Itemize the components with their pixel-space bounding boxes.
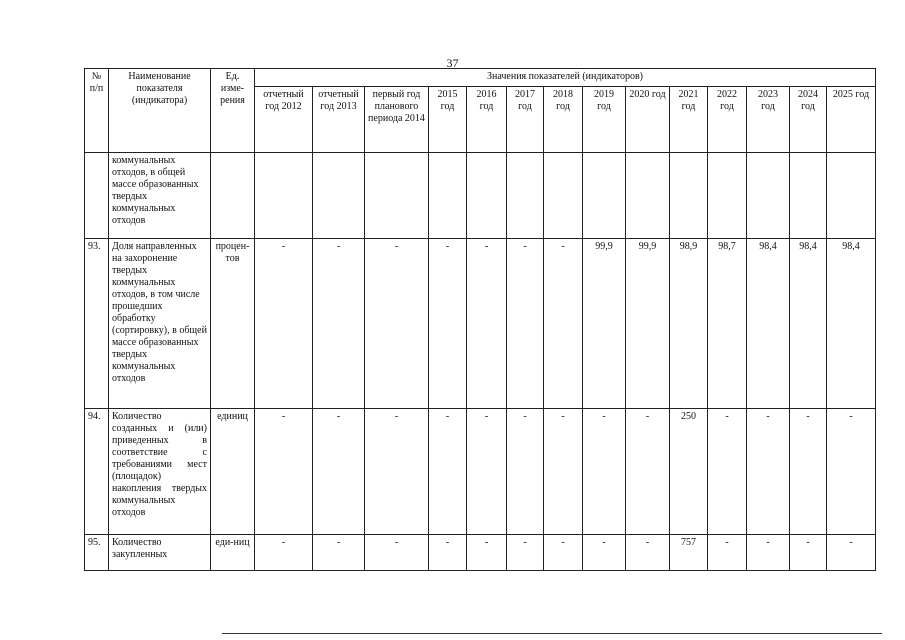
cell-value: 98,9 [670,239,708,409]
header-year: 2020 год [626,87,670,153]
cell-value: - [583,535,626,571]
header-values-title: Значения показателей (индикаторов) [255,69,876,87]
cell-value: - [255,535,313,571]
header-year: 2017 год [507,87,544,153]
cell-value [583,153,626,239]
cell-value: - [255,409,313,535]
header-year: первый год планового периода 2014 [365,87,429,153]
cell-value: - [255,239,313,409]
row-num: 95. [85,535,109,571]
cell-value: 99,9 [626,239,670,409]
cell-value: 757 [670,535,708,571]
cell-value: - [365,409,429,535]
cell-value: - [626,535,670,571]
cell-value: - [544,409,583,535]
header-year: 2023 год [747,87,790,153]
row-unit: единиц [211,409,255,535]
table-row [85,535,876,571]
page-number: 37 [446,56,459,70]
cell-value: - [467,535,507,571]
row-name: коммунальных отходов, в общей массе образованных твердых коммунальных отходов [109,153,211,239]
header-year: 2021 год [670,87,708,153]
cell-value [827,153,876,239]
cell-value: 98,4 [747,239,790,409]
indicators-table [84,68,876,571]
cell-value: - [467,409,507,535]
row-num [85,153,109,239]
header-name: Наименование показателя (индикатора) [109,69,211,153]
row-unit: процен-тов [211,239,255,409]
row-unit [211,153,255,239]
cell-value: 98,4 [790,239,827,409]
cell-value [544,153,583,239]
cell-value: - [429,535,467,571]
cell-value [313,153,365,239]
cell-value: - [313,239,365,409]
cell-value [429,153,467,239]
cell-value [467,153,507,239]
cell-value: - [313,409,365,535]
header-year: 2015 год [429,87,467,153]
cell-value: - [626,409,670,535]
row-num: 94. [85,409,109,535]
cell-value: - [544,239,583,409]
table-row [85,239,876,409]
cell-value: - [429,239,467,409]
header-year: 2018 год [544,87,583,153]
row-unit: еди-ниц [211,535,255,571]
cell-value: - [313,535,365,571]
cell-value [747,153,790,239]
row-num: 93. [85,239,109,409]
header-year: отчетный год 2012 [255,87,313,153]
cell-value [790,153,827,239]
header-num: № п/п [85,69,109,153]
header-year: 2024 год [790,87,827,153]
cell-value: - [747,409,790,535]
cell-value: - [507,535,544,571]
header-year: отчетный год 2013 [313,87,365,153]
row-name: Количество созданных и (или) приведенных в соответствие с требованиями мест (площадок) накопления твердых коммунальных отходов [109,409,211,535]
cell-value: - [827,535,876,571]
cell-value: - [507,239,544,409]
cell-value: - [708,535,747,571]
cell-value [255,153,313,239]
cell-value [708,153,747,239]
cell-value: 98,7 [708,239,747,409]
row-name: Количество закупленных [109,535,211,571]
header-unit: Ед. изме-рения [211,69,255,153]
page-bottom-divider [222,633,882,634]
cell-value: - [365,239,429,409]
cell-value: - [747,535,790,571]
header-year: 2022 год [708,87,747,153]
cell-value: - [544,535,583,571]
cell-value: - [429,409,467,535]
cell-value: 250 [670,409,708,535]
cell-value: 98,4 [827,239,876,409]
cell-value [626,153,670,239]
table-row [85,153,876,239]
cell-value: - [708,409,747,535]
cell-value [365,153,429,239]
cell-value: - [790,535,827,571]
cell-value: - [790,409,827,535]
cell-value: - [583,409,626,535]
header-year: 2019 год [583,87,626,153]
cell-value: 99,9 [583,239,626,409]
header-year: 2025 год [827,87,876,153]
cell-value: - [365,535,429,571]
cell-value [670,153,708,239]
row-name: Доля направленных на захоронение твердых коммунальных отходов, в том числе прошедших обработку (сортировку), в общей массе образованных твердых коммунальных отходов [109,239,211,409]
cell-value: - [507,409,544,535]
cell-value: - [827,409,876,535]
cell-value [507,153,544,239]
cell-value: - [467,239,507,409]
table-row [85,409,876,535]
header-year: 2016 год [467,87,507,153]
